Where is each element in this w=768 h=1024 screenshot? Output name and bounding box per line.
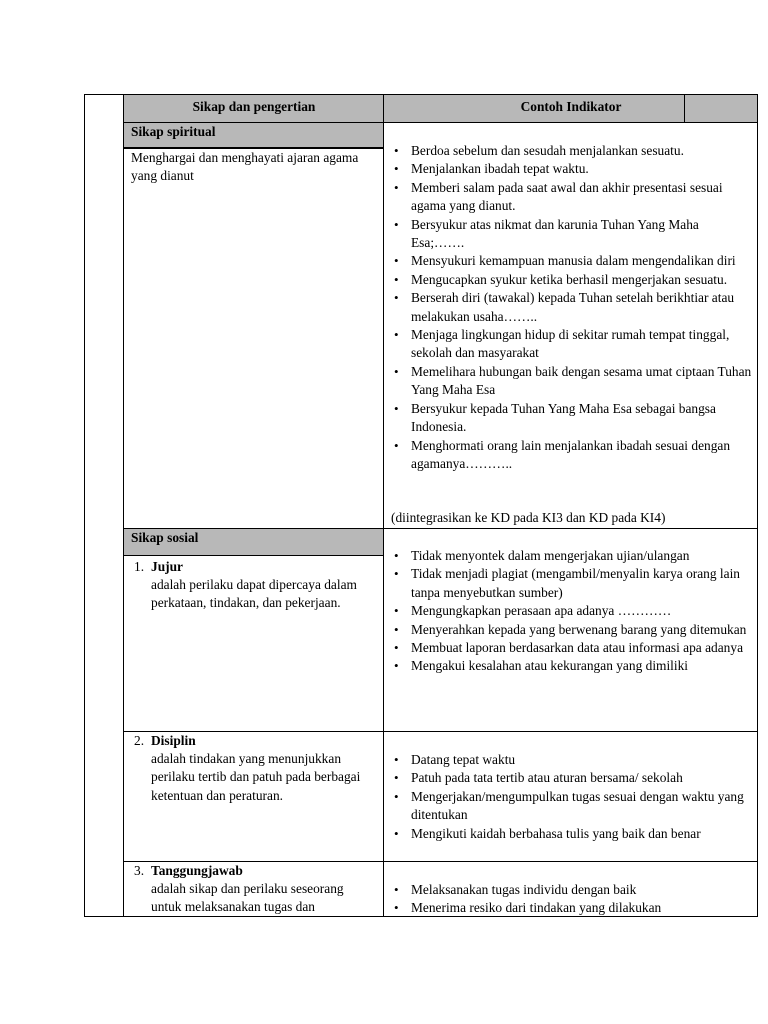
jujur-bottom-line: [123, 731, 758, 732]
list-item: • Melaksanakan tugas individu dengan baik: [385, 881, 755, 899]
list-item: • Tidak menyontek dalam mengerjakan ujian/ulangan: [385, 547, 755, 565]
spiritual-indicator-list: [385, 142, 755, 473]
table-border-top: [84, 94, 758, 95]
spiritual-bottom-line: [123, 528, 758, 529]
list-item: • Mengakui kesalahan atau kekurangan yang dimiliki: [385, 657, 755, 675]
header-col1: Sikap dan pengertian: [192, 99, 316, 114]
list-item: • Bersyukur kepada Tuhan Yang Maha Esa sebagai bangsa Indonesia.: [385, 400, 755, 437]
spiritual-definition: Menghargai dan menghayati ajaran agama yang dianut: [131, 150, 359, 184]
header-col2: Contoh Indikator: [520, 99, 622, 114]
table-border-left: [84, 94, 85, 917]
header-bottom-line: [123, 122, 758, 123]
list-item: • Datang tepat waktu: [385, 751, 755, 769]
list-item: • Bersyukur atas nikmat dan karunia Tuhan Yang Maha Esa;…….: [385, 216, 755, 253]
list-item: • Mengikuti kaidah berbahasa tulis yang baik dan benar: [385, 825, 755, 843]
list-item: • Mensyukuri kemampuan manusia dalam mengendalikan diri: [385, 252, 755, 270]
list-item: • Memberi salam pada saat awal dan akhir presentasi sesuai agama yang dianut.: [385, 179, 755, 216]
list-item: • Membuat laporan berdasarkan data atau informasi apa adanya: [385, 639, 755, 657]
list-item: • Menghormati orang lain menjalankan ibadah sesuai dengan agamanya………..: [385, 437, 755, 474]
list-item: • Mengucapkan syukur ketika berhasil mengerjakan sesuatu.: [385, 271, 755, 289]
list-item: • Menjalankan ibadah tepat waktu.: [385, 160, 755, 178]
sosial-section-label: Sikap sosial: [131, 530, 199, 545]
tanggungjawab-indicator-list: [385, 881, 755, 918]
jujur-indicator-list: [385, 547, 755, 676]
list-item: • Mengungkapkan perasaan apa adanya …………: [385, 602, 755, 620]
sosial-label-line: [123, 555, 384, 556]
spiritual-section-label: Sikap spiritual: [131, 124, 216, 139]
tanggungjawab-number: 3.: [134, 863, 145, 878]
spiritual-note: (diintegrasikan ke KD pada KI3 dan KD pada KI4): [391, 510, 666, 525]
list-item: • Patuh pada tata tertib atau aturan bersama/ sekolah: [385, 769, 755, 787]
jujur-definition: adalah perilaku dapat dipercaya dalam perkataan, tindakan, dan pekerjaan.: [151, 577, 357, 611]
table-border-right: [757, 94, 758, 917]
list-item: • Menyerahkan kepada yang berwenang barang yang ditemukan: [385, 621, 755, 639]
jujur-title: Jujur: [151, 559, 183, 574]
disiplin-indicator-list: [385, 751, 755, 843]
disiplin-definition: adalah tindakan yang menunjukkan perilaku tertib dan patuh pada berbagai ketentuan dan peraturan.: [151, 751, 361, 803]
list-item: • Tidak menjadi plagiat (mengambil/menyalin karya orang lain tanpa menyebutkan sumber): [385, 565, 755, 602]
jujur-number: 1.: [134, 559, 145, 574]
tanggungjawab-definition: adalah sikap dan perilaku seseorang untuk melaksanakan tugas dan: [151, 881, 344, 915]
list-item: • Memelihara hubungan baik dengan sesama umat ciptaan Tuhan Yang Maha Esa: [385, 363, 755, 400]
tanggungjawab-title: Tanggungjawab: [151, 863, 243, 878]
disiplin-title: Disiplin: [151, 733, 196, 748]
col-divider-1: [123, 94, 124, 917]
list-item: • Berdoa sebelum dan sesudah menjalankan sesuatu.: [385, 142, 755, 160]
page-bottom-mask: [0, 917, 768, 1024]
list-item: • Menjaga lingkungan hidup di sekitar rumah tempat tinggal, sekolah dan masyarakat: [385, 326, 755, 363]
list-item: • Mengerjakan/mengumpulkan tugas sesuai dengan waktu yang ditentukan: [385, 788, 755, 825]
disiplin-bottom-line: [123, 861, 758, 862]
list-item: • Berserah diri (tawakal) kepada Tuhan setelah berikhtiar atau melakukan usaha……..: [385, 289, 755, 326]
col-divider-2: [383, 94, 384, 917]
disiplin-number: 2.: [134, 733, 145, 748]
list-item: • Menerima resiko dari tindakan yang dilakukan: [385, 899, 755, 917]
